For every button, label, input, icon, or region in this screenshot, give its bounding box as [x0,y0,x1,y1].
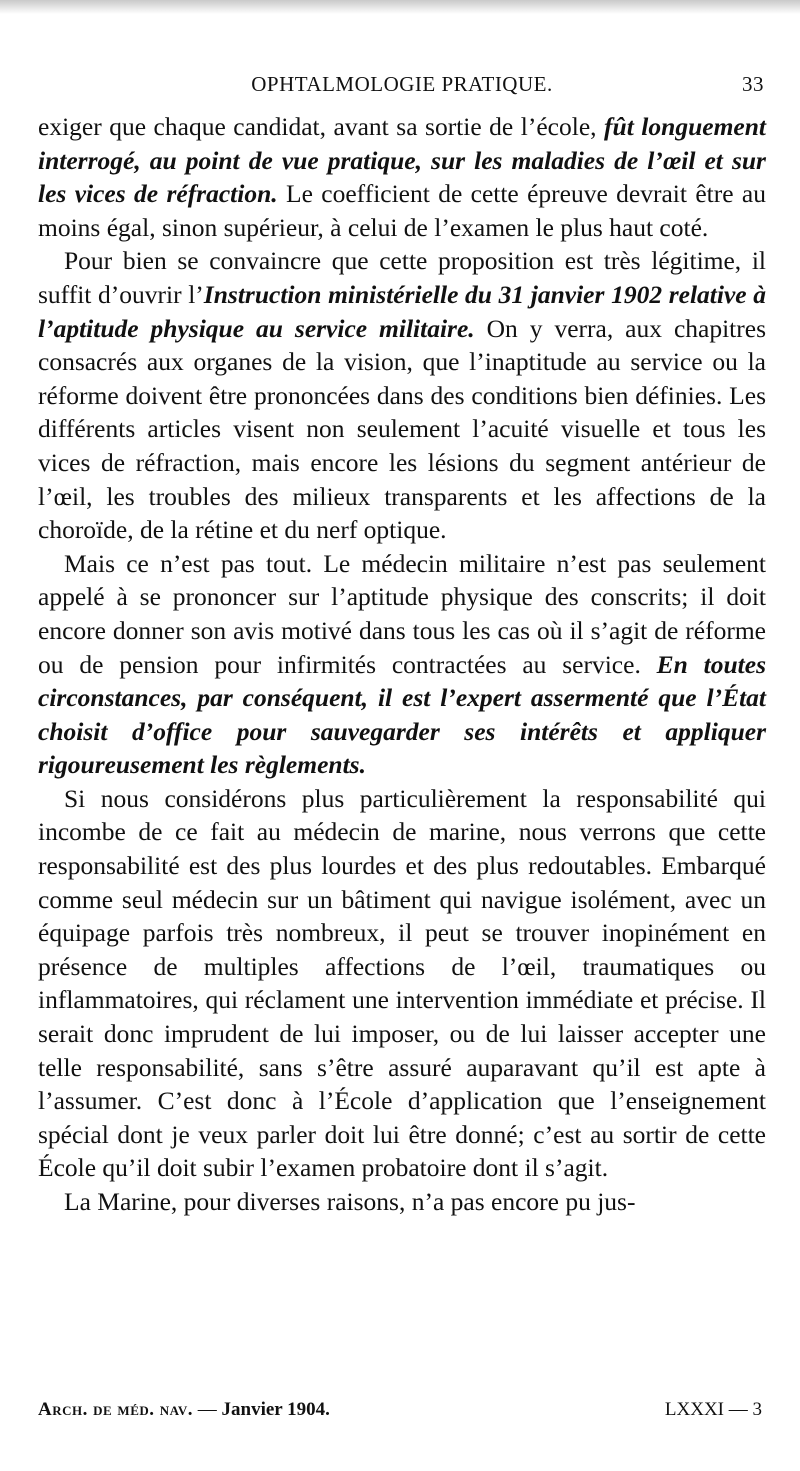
paragraph-2-italic: Instruction ministérielle du 31 janvier 1902 relative à l’aptitude physique au service militaire. [38,279,766,343]
footer-dash: — [197,1399,217,1420]
running-head [38,72,766,110]
paragraph-1-italic: fût longuement interrogé, au point de vue pratique, sur les maladies de l’œil et sur les vices de réfraction. [38,112,766,209]
paragraph-3 [38,547,766,782]
page-footer [38,1399,766,1421]
running-title: OPHTALMOLOGIE PRATIQUE. [251,72,553,96]
footer-citation [38,1399,330,1421]
page-number: 33 [742,72,764,96]
footer-journal: Arch. de méd. nav. [38,1399,193,1420]
paragraph-3-italic: En toutes circonstances, par conséquent, il est l’expert assermenté que l’État choisit d’office pour sauvegarder ses intérêts et appliquer rigoureusement les règlements. [38,649,766,780]
paragraph-1 [38,110,766,244]
paragraph-2-text-a: Pour bien se convaincre que cette proposition est très légitime, il suffit d’ouvrir l’ [38,246,766,309]
paragraph-5-text: La Marine, pour diverses raisons, n’a pas encore pu jus- [64,1187,636,1216]
paragraph-4 [38,782,766,1185]
paragraph-5 [38,1185,766,1219]
paragraph-4-text: Si nous considérons plus particulièrement la responsabilité qui incombe de ce fait au médecin de marine, nous verrons que cette responsabilité est des plus lourdes et des plus redoutables. Embarqué comme seul médecin sur un bâtiment qui navigue isolément, avec un équipage parfois très nombreux, il peut se trouver inopinément en présence de multiples affections de l’œil, traumatiques ou inflammatoires, qui réclament une intervention immédiate et précise. Il serait donc imprudent de lui imposer, ou de lui laisser accepter une telle responsabilité, sans s’être assuré auparavant qu’il est apte à l’assumer. C’est donc à l’École d’application que l’enseignement spécial dont je veux parler doit lui être donné; c’est au sortir de cette École qu’il doit subir l’examen probatoire dont il s’agit. [38,783,766,1183]
paragraph-1-text-b: Le coefficient de cette épreuve devrait être au moins égal, sinon supérieur, à celui de l’examen le plus haut coté. [38,179,766,242]
page-top-shadow [0,0,800,14]
book-page [38,72,766,1219]
footer-date: Janvier 1904. [221,1399,330,1420]
footer-signature: LXXXI — 3 [664,1399,762,1420]
paragraph-3-text-a: Mais ce n’est pas tout. Le médecin militaire n’est pas seulement appelé à se prononcer sur l’aptitude physique des conscrits; il doit encore donner son avis motivé dans tous les cas où il s’agit de réforme ou de pension pour infirmités contractées au service. [38,548,766,679]
paragraph-2 [38,244,766,546]
paragraph-2-text-b: On y verra, aux chapitres consacrés aux organes de la vision, que l’inaptitude au service ou la réforme doivent être prononcées dans des conditions bien définies. Les différents articles visent non seulement l’acuité visuelle et tous les vices de réfraction, mais encore les lésions du segment antérieur de l’œil, les troubles des milieux transparents et les affections de la choroïde, de la rétine et du nerf optique. [38,313,766,545]
body-text [38,110,766,1219]
paragraph-1-text-a: exiger que chaque candidat, avant sa sortie de l’école, [38,112,605,141]
